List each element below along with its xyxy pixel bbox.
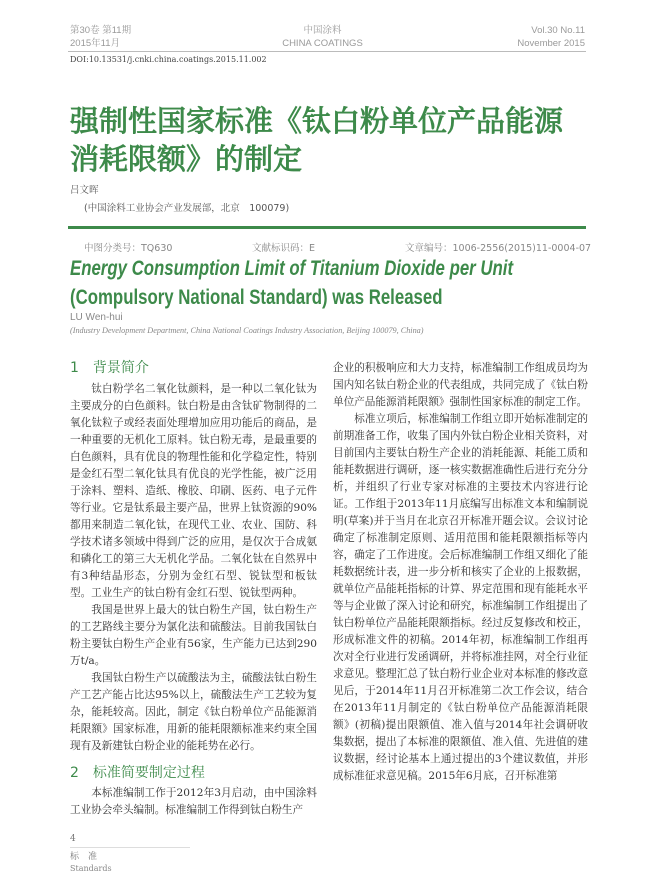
section-2-heading: 2 标准简要制定过程: [70, 765, 205, 781]
page-number: 4: [70, 834, 76, 844]
doi: DOI:10.13531/j.cnki.china.coatings.2015.11.002: [70, 55, 267, 64]
author-en: LU Wen-hui: [70, 312, 123, 323]
title-divider: [68, 226, 586, 229]
affiliation-en: (Industry Development Department, China National Coatings Industry Association, Beijing 100079, China): [70, 326, 424, 335]
title-en-line-1: Energy Consumption Limit of Titanium Dioxide per Unit: [70, 257, 514, 280]
date-cn: 2015年11月: [70, 38, 120, 49]
page-title-en: [70, 254, 513, 312]
paragraph: 我国是世界上最大的钛白粉生产国，钛白粉生产的工艺路线主要分为氯化法和硫酸法。目前我国钛白粉主要钛白粉生产企业有56家，生产能力已达到290万t/a。: [70, 604, 317, 667]
document-code: 文献标识码：E: [252, 243, 316, 254]
right-column: [333, 360, 588, 785]
title-en-line-2: (Compulsory National Standard) was Released: [70, 286, 443, 309]
page-title-cn: [70, 102, 610, 178]
affiliation-cn: (中国涂料工业协会产业发展部，北京 100079): [84, 203, 290, 214]
date-en: November 2015: [517, 38, 585, 49]
clc-number: 中图分类号：TQ630: [84, 243, 173, 254]
footer-section-cn: 标 准: [70, 852, 98, 862]
paragraph: 本标准编制工作于2012年3月启动，由中国涂料工业协会牵头编制。标准编制工作得到钛白粉生产: [70, 787, 317, 816]
title-cn-line-2: 消耗限额》的制定: [70, 142, 303, 176]
volume-issue-en: Vol.30 No.11: [531, 25, 585, 36]
author-cn: 吕文晖: [70, 185, 99, 196]
header-rule: [68, 51, 586, 52]
left-column: [70, 358, 317, 874]
paragraph: 钛白粉学名二氧化钛颜料，是一种以二氧化钛为主要成分的白色颜料。钛白粉是由含钛矿物制得的二氧化钛粒子或经表面处理增加应用功能后的商品，是一种重要的无机化工原料。钛白粉无毒，是最重要的白色颜料，具有优良的物理性能和化学稳定性，特别是金红石型二氧化钛具有优良的光学性能，被广泛用于涂料、塑料、造纸、橡胶、印刷、医药、电子元件等行业。它是钛系最主要产品，世界上钛资源的90%都用来制造二氧化钛，在现代工业、农业、国防、科学技术诸多领域中得到广泛的应用，是仅次于合成氨和磷化工的第三大无机化学品。二氧化钛在自然界中有3种结晶形态，分别为金红石型、锐钛型和板钛型。工业生产的钛白粉有金红石型、锐钛型两种。: [70, 383, 317, 599]
page-footer: [70, 833, 317, 874]
paragraph: 我国钛白粉生产以硫酸法为主，硫酸法钛白粉生产工艺产能占比达95%以上，硫酸法生产工艺较为复杂，能耗较高。因此，制定《钛白粉单位产品能源消耗限额》国家标准，用新的能耗限额标准来约束全国现有及新建钛白粉企业的能耗势在必行。: [70, 672, 317, 752]
footer-rule: [70, 847, 190, 848]
journal-name-cn: 中国涂料: [303, 25, 342, 36]
journal-name-en: CHINA COATINGS: [282, 38, 363, 49]
section-1-heading: 1 背景简介: [70, 360, 149, 376]
footer-section-en: Standards: [70, 864, 112, 873]
volume-issue-cn: 第30卷 第11期: [70, 25, 132, 36]
paragraph: 企业的积极响应和大力支持，标准编制工作组成员均为国内知名钛白粉企业的代表组成，共同完成了《钛白粉单位产品能源消耗限额》强制性国家标准的制定工作。: [333, 362, 588, 408]
article-number: 文章编号：1006-2556(2015)11-0004-07: [405, 243, 592, 254]
title-cn-line-1: 强制性国家标准《钛白粉单位产品能源: [70, 104, 564, 138]
paragraph: 标准立项后，标准编制工作组立即开始标准制定的前期准备工作，收集了国内外钛白粉企业相关资料，对目前国内主要钛白粉生产企业的消耗能源、耗能工质和能耗数据进行调研，逐一核实数据准确性后进行充分分析，并组织了行业专家对标准的主要技术内容进行论证。工作组于2013年11月底编写出标准文本和编制说明(草案)并于当月在北京召开标准开题会议。会议讨论确定了标准制定原则、适用范围和能耗限额指标等内容，确定了工作进度。会后标准编制工作组又细化了能耗数据统计表，进一步分析和核实了企业的上报数据，就单位产品能耗指标的计算、界定范围和现有能耗水平等与企业做了深入讨论和研究，标准编制工作组提出了钛白粉单位产品能耗限额指标。经过反复修改和校正，形成标准文件的初稿。2014年初，标准编制工作组再次对全行业进行发函调研，并将标准挂网，对全行业征求意见。整理汇总了钛白粉行业企业对本标准的修改意见后，于2014年11月召开标准第二次工作会议，结合在2013年11月制定的《钛白粉单位产品能源消耗限额》(初稿)提出限额值、准入值与2014年社会调研收集数据，提出了本标准的限额值、准入值、先进值的建议数据，经讨论基本上通过提出的3个建议数值，并形成标准征求意见稿。2015年6月底，召开标准第: [333, 413, 588, 782]
